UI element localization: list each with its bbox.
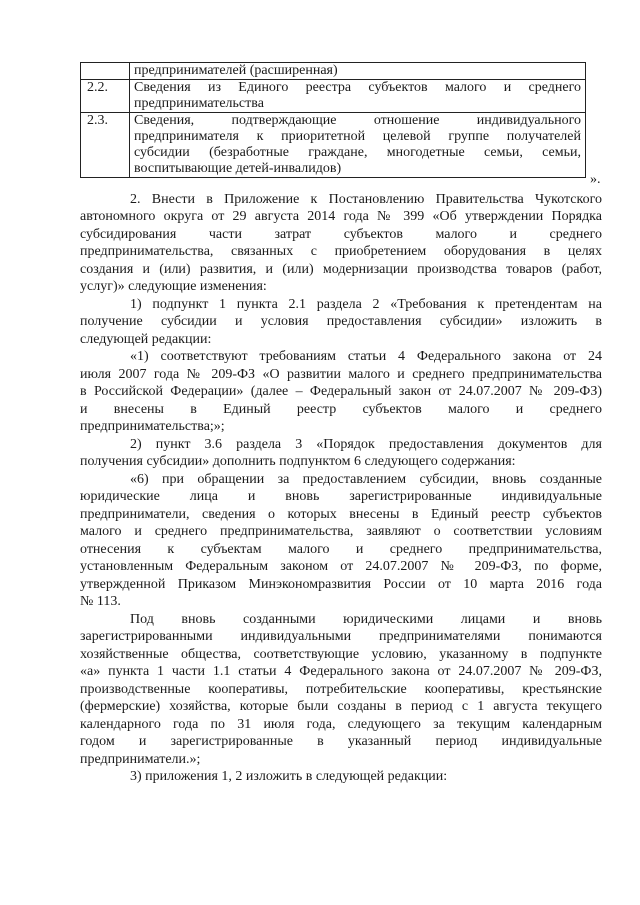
text-line: субсидирования части затрат субъектов малого и среднего [80, 227, 602, 242]
cell-line: субсидии (безработные граждане, многодетные семьи, семьи, [134, 145, 581, 160]
row-description [130, 63, 586, 80]
closing-quote: ». [590, 172, 601, 187]
cell-line: предпринимателей (расширенная) [134, 63, 338, 78]
table-row [81, 80, 586, 113]
table-row [81, 63, 586, 80]
text-line: получения субсидии» дополнить подпунктом 6 следующего содержания: [80, 454, 516, 469]
row-description [130, 80, 586, 113]
text-line: утвержденной Приказом Минэкономразвития России от 10 марта 2016 года [80, 577, 602, 592]
text-line: календарного года по 31 июля года, следующего за текущим календарным [80, 717, 602, 732]
text-line: № 113. [80, 594, 121, 609]
row-number [81, 63, 130, 80]
text-line: предпринимательства, связанных с приобретением оборудования в целях [80, 244, 602, 259]
text-line: в Российской Федерации» (далее – Федеральный закон от 24.07.2007 № 209-ФЗ) [80, 384, 602, 399]
text-line: годом и зарегистрированные в указанный период индивидуальные [80, 734, 602, 749]
text-line: и внесены в Единый реестр субъектов малого и среднего [80, 402, 602, 417]
text-line: «6) при обращении за предоставлением субсидии, вновь созданные [130, 472, 602, 487]
documents-table [80, 62, 586, 178]
text-line: июля 2007 года № 209-ФЗ «О развитии малого и среднего предпринимательства [80, 367, 602, 382]
text-line: Под вновь созданными юридическими лицами и вновь [130, 612, 602, 627]
text-line: установленным Федеральным законом от 24.07.2007 № 209-ФЗ, по форме, [80, 559, 602, 574]
text-line: хозяйственные общества, соответствующие условию, указанному в подпункте [80, 647, 602, 662]
text-line: малого и среднего предпринимательства, заявляют о соответствии условиям [80, 524, 602, 539]
text-line: получение субсидии и условия предоставления субсидии» изложить в [80, 314, 602, 329]
text-line: юридические лица и вновь зарегистрированные индивидуальные [80, 489, 602, 504]
text-line: 3) приложения 1, 2 изложить в следующей редакции: [130, 769, 448, 784]
row-number: 2.3. [81, 113, 130, 178]
row-description [130, 113, 586, 178]
text-line: следующей редакции: [80, 332, 212, 347]
text-line: производственные кооперативы, потребительские кооперативы, крестьянские [80, 682, 602, 697]
cell-line: Сведения из Единого реестра субъектов малого и среднего [134, 80, 581, 95]
text-line: «1) соответствуют требованиям статьи 4 Федерального закона от 24 [130, 349, 602, 364]
cell-line: предпринимателя к приоритетной целевой группе получателей [134, 129, 581, 144]
cell-line: воспитывающие детей-инвалидов) [134, 161, 342, 176]
text-line: услуг)» следующие изменения: [80, 279, 267, 294]
text-line: зарегистрированными индивидуальными предпринимателями понимаются [80, 629, 602, 644]
row-number: 2.2. [81, 80, 130, 113]
text-line: 2) пункт 3.6 раздела 3 «Порядок предоставления документов для [130, 437, 602, 452]
text-line: «а» пункта 1 части 1.1 статьи 4 Федерального закона от 24.07.2007 № 209-ФЗ, [80, 664, 602, 679]
text-line: отнесения к субъектам малого и среднего предпринимательства, [80, 542, 602, 557]
text-line: создания и (или) развития, и (или) модернизации производства товаров (работ, [80, 262, 602, 277]
text-line: 1) подпункт 1 пункта 2.1 раздела 2 «Требования к претендентам на [130, 297, 602, 312]
text-line: предпринимательства;»; [80, 419, 225, 434]
text-line: 2. Внести в Приложение к Постановлению Правительства Чукотского [130, 192, 602, 207]
text-line: автономного округа от 29 августа 2014 года № 399 «Об утверждении Порядка [80, 209, 602, 224]
text-line: (фермерские) хозяйства, которые были созданы в период с 1 августа текущего [80, 699, 602, 714]
cell-line: предпринимательства [134, 96, 264, 111]
text-line: предприниматели, сведения о которых внесены в Единый реестр субъектов [80, 507, 602, 522]
cell-line: Сведения, подтверждающие отношение индивидуального [134, 113, 581, 128]
table-row [81, 113, 586, 178]
text-line: предприниматели.»; [80, 752, 201, 767]
